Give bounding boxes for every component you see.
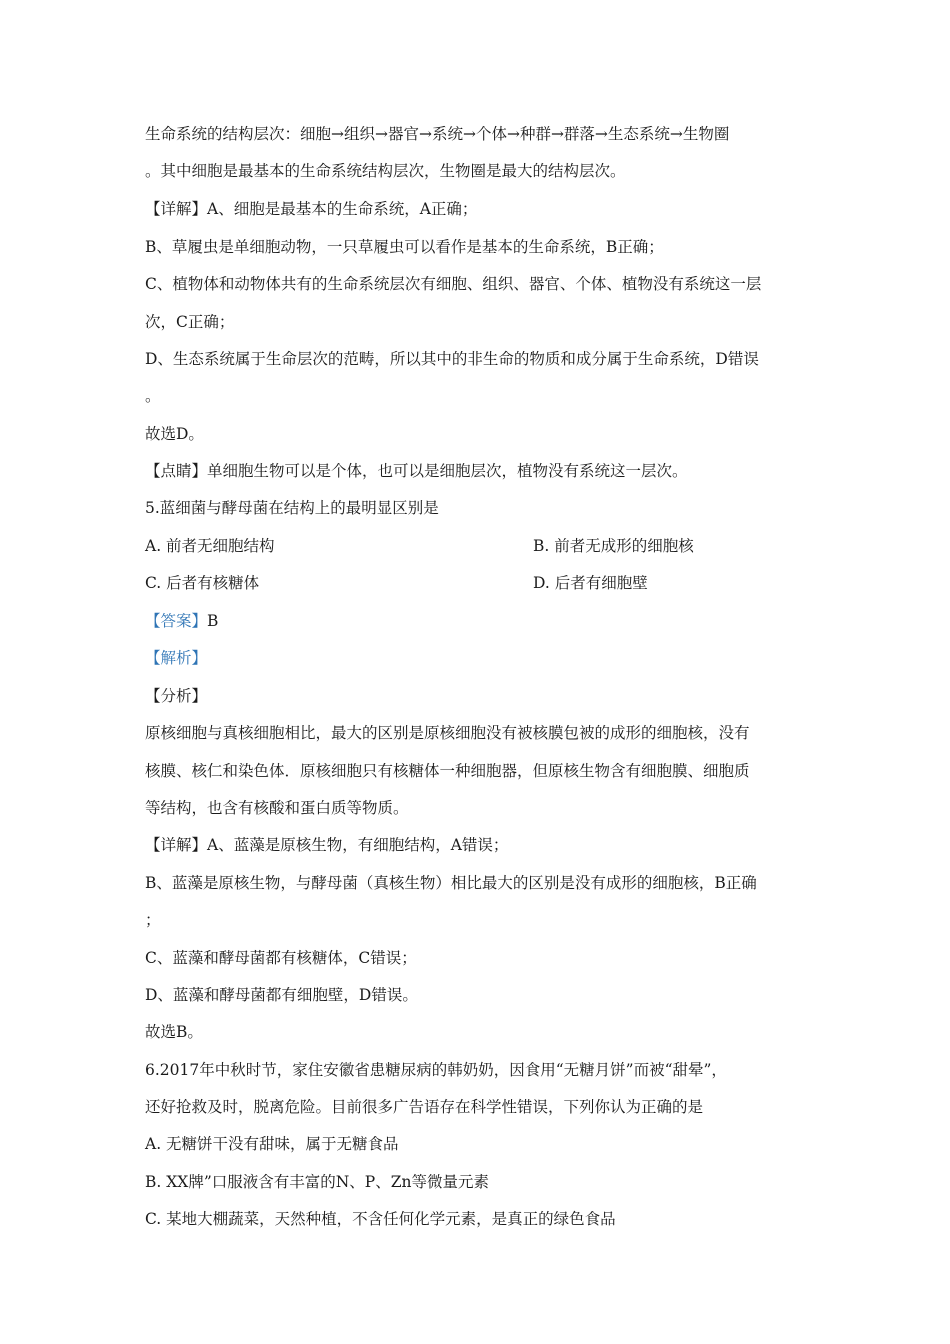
q6-option-c: C. 某地大棚蔬菜，天然种植，不含任何化学元素，是真正的绿色食品 — [145, 1210, 616, 1228]
q5-option-b: B. 前者无成形的细胞核 — [533, 537, 694, 555]
analysis-label: 【解析】 — [145, 649, 208, 667]
q5-option-a: A. 前者无细胞结构 — [145, 537, 275, 555]
text-line: 。其中细胞是最基本的生命系统结构层次，生物圈是最大的结构层次。 — [145, 162, 626, 180]
text-line: C、蓝藻和酵母菌都有核糖体，C错误； — [145, 949, 417, 967]
text-line: B、蓝藻是原核生物，与酵母菌（真核生物）相比最大的区别是没有成形的细胞核，B正确 — [145, 874, 757, 892]
text-line: 【分析】 — [145, 687, 208, 705]
text-line: 。 — [145, 387, 161, 405]
answer-label: 【答案】 — [145, 612, 208, 630]
text-line: C、植物体和动物体共有的生命系统层次有细胞、组织、器官、个体、植物没有系统这一层 — [145, 275, 762, 293]
text-line: D、生态系统属于生命层次的范畴，所以其中的非生命的物质和成分属于生命系统，D错误 — [145, 350, 759, 368]
text-line: 【点睛】单细胞生物可以是个体，也可以是细胞层次，植物没有系统这一层次。 — [145, 462, 688, 480]
text-line: 还好抢救及时，脱离危险。目前很多广告语存在科学性错误，下列你认为正确的是 — [145, 1098, 704, 1116]
question-5-stem: 5.蓝细菌与酵母菌在结构上的最明显区别是 — [145, 499, 439, 517]
text-line: 次，C正确； — [145, 313, 235, 331]
text-line: 故选D。 — [145, 425, 204, 443]
text-line: 【详解】A、细胞是最基本的生命系统，A正确； — [145, 200, 478, 218]
q6-option-b: B. XX牌”口服液含有丰富的N、P、Zn等微量元素 — [145, 1173, 489, 1191]
text-line: D、蓝藻和酵母菌都有细胞壁，D错误。 — [145, 986, 418, 1004]
text-line: 原核细胞与真核细胞相比，最大的区别是原核细胞没有被核膜包被的成形的细胞核，没有 — [145, 724, 750, 742]
q6-option-a: A. 无糖饼干没有甜味，属于无糖食品 — [145, 1135, 399, 1153]
text-line: 【详解】A、蓝藻是原核生物，有细胞结构，A错误； — [145, 836, 509, 854]
text-line: ； — [145, 911, 161, 929]
text-line: B、草履虫是单细胞动物，一只草履虫可以看作是基本的生命系统，B正确； — [145, 238, 664, 256]
answer-line — [145, 611, 218, 631]
text-line: 等结构，也含有核酸和蛋白质等物质。 — [145, 799, 409, 817]
text-line: 生命系统的结构层次：细胞→组织→器官→系统→个体→种群→群落→生态系统→生物圈 — [145, 125, 730, 143]
q5-option-c: C. 后者有核糖体 — [145, 574, 260, 592]
answer-value: B — [207, 612, 219, 630]
q5-option-d: D. 后者有细胞壁 — [533, 574, 648, 592]
text-line: 故选B。 — [145, 1023, 203, 1041]
question-6-stem: 6.2017年中秋时节，家住安徽省患糖尿病的韩奶奶，因食用“无糖月饼”而被“甜晕”， — [145, 1061, 727, 1079]
text-line: 核膜、核仁和染色体．原核细胞只有核糖体一种细胞器，但原核生物含有细胞膜、细胞质 — [145, 762, 750, 780]
